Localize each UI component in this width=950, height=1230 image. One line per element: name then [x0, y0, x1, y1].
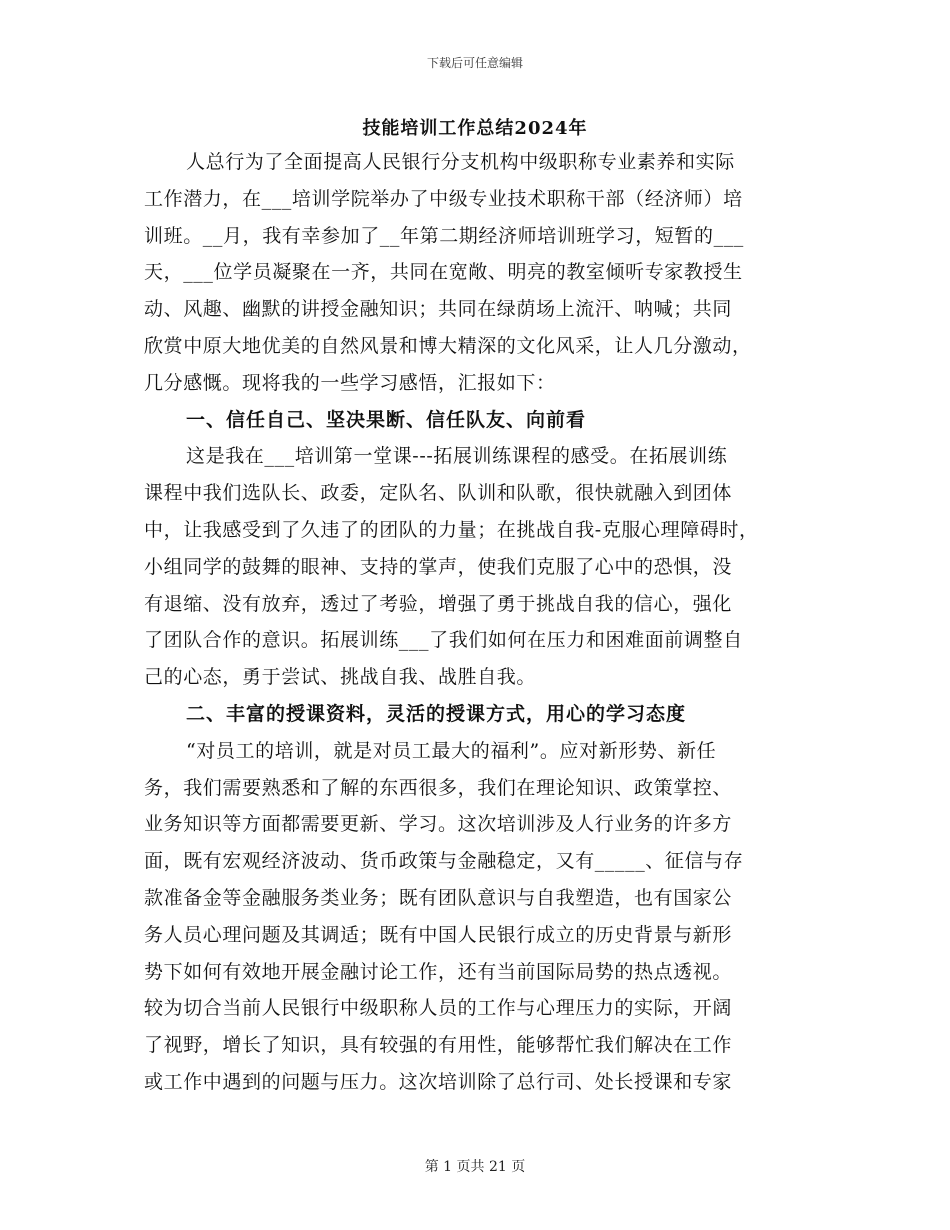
paragraph-line: 人总行为了全面提高人民银行分支机构中级职称专业素养和实际 — [186, 151, 735, 173]
paragraph-line: 款准备金等金融服务类业务；既有团队意识与自我塑造，也有国家公 — [144, 886, 733, 909]
paragraph-line: 较为切合当前人民银行中级职称人员的工作与心理压力的实际，开阔 — [144, 997, 733, 1020]
paragraph-line: 势下如何有效地开展金融讨论工作，还有当前国际局势的热点透视。 — [144, 960, 733, 983]
document-title: 技能培训工作总结2024年 — [362, 118, 588, 139]
paragraph-line: 务人员心理问题及其调适；既有中国人民银行成立的历史背景与新形 — [144, 923, 733, 946]
paragraph-line: 己的心态，勇于尝试、挑战自我、战胜自我。 — [144, 666, 537, 689]
paragraph-line: 业务知识等方面都需要更新、学习。这次培训涉及人行业务的许多方 — [144, 813, 733, 836]
paragraph-line: 几分感慨。现将我的一些学习感悟，汇报如下： — [144, 371, 556, 394]
section-heading-1: 一、信任自己、坚决果断、信任队友、向前看 — [186, 408, 587, 431]
paragraph-line: 课程中我们选队长、政委，定队名、队训和队歌，很快就融入到团体 — [144, 482, 733, 505]
paragraph-line: 了视野，增长了知识，具有较强的有用性，能够帮忙我们解决在工作 — [144, 1034, 733, 1057]
paragraph-line: 训班。__月，我有幸参加了__年第二期经济师培训班学习，短暂的___ — [144, 224, 744, 247]
paragraph-line: 这是我在___培训第一堂课---拓展训练课程的感受。在拓展训练 — [186, 445, 728, 468]
paragraph-line: 小组同学的鼓舞的眼神、支持的掌声，使我们克服了心中的恐惧，没 — [144, 555, 733, 578]
document-body — [144, 144, 810, 1101]
paragraph-line: 或工作中遇到的问题与压力。这次培训除了总行司、处长授课和专家 — [144, 1070, 733, 1093]
paragraph-line: 中，让我感受到了久违了的团队的力量；在挑战自我-克服心理障碍时， — [144, 518, 759, 541]
paragraph-line: 了团队合作的意识。拓展训练___了我们如何在压力和困难面前调整自 — [144, 629, 743, 652]
paragraph-line: 欣赏中原大地优美的自然风景和博大精深的文化风采，让人几分激动， — [144, 334, 752, 357]
paragraph-line: 有退缩、没有放弃，透过了考验，增强了勇于挑战自我的信心，强化 — [144, 592, 733, 615]
paragraph-line: 天，___位学员凝聚在一齐，共同在宽敞、明亮的教室倾听专家教授生 — [144, 261, 743, 284]
header-note: 下载后可任意编辑 — [426, 56, 523, 70]
paragraph-line: “对员工的培训，就是对员工最大的福利”。应对新形势、新任 — [186, 739, 717, 762]
paragraph-line: 面，既有宏观经济波动、货币政策与金融稳定，又有_____、征信与存 — [144, 850, 744, 873]
paragraph-line: 务，我们需要熟悉和了解的东西很多，我们在理论知识、政策掌控、 — [144, 776, 733, 799]
section-heading-2: 二、丰富的授课资料，灵活的授课方式，用心的学习态度 — [186, 702, 687, 725]
paragraph-line: 动、风趣、幽默的讲授金融知识；共同在绿荫场上流汗、呐喊；共同 — [144, 298, 733, 321]
paragraph-line: 工作潜力，在___培训学院举办了中级专业技术职称干部（经济师）培 — [144, 187, 743, 210]
page-footer: 第 1 页共 21 页 — [424, 1159, 526, 1175]
